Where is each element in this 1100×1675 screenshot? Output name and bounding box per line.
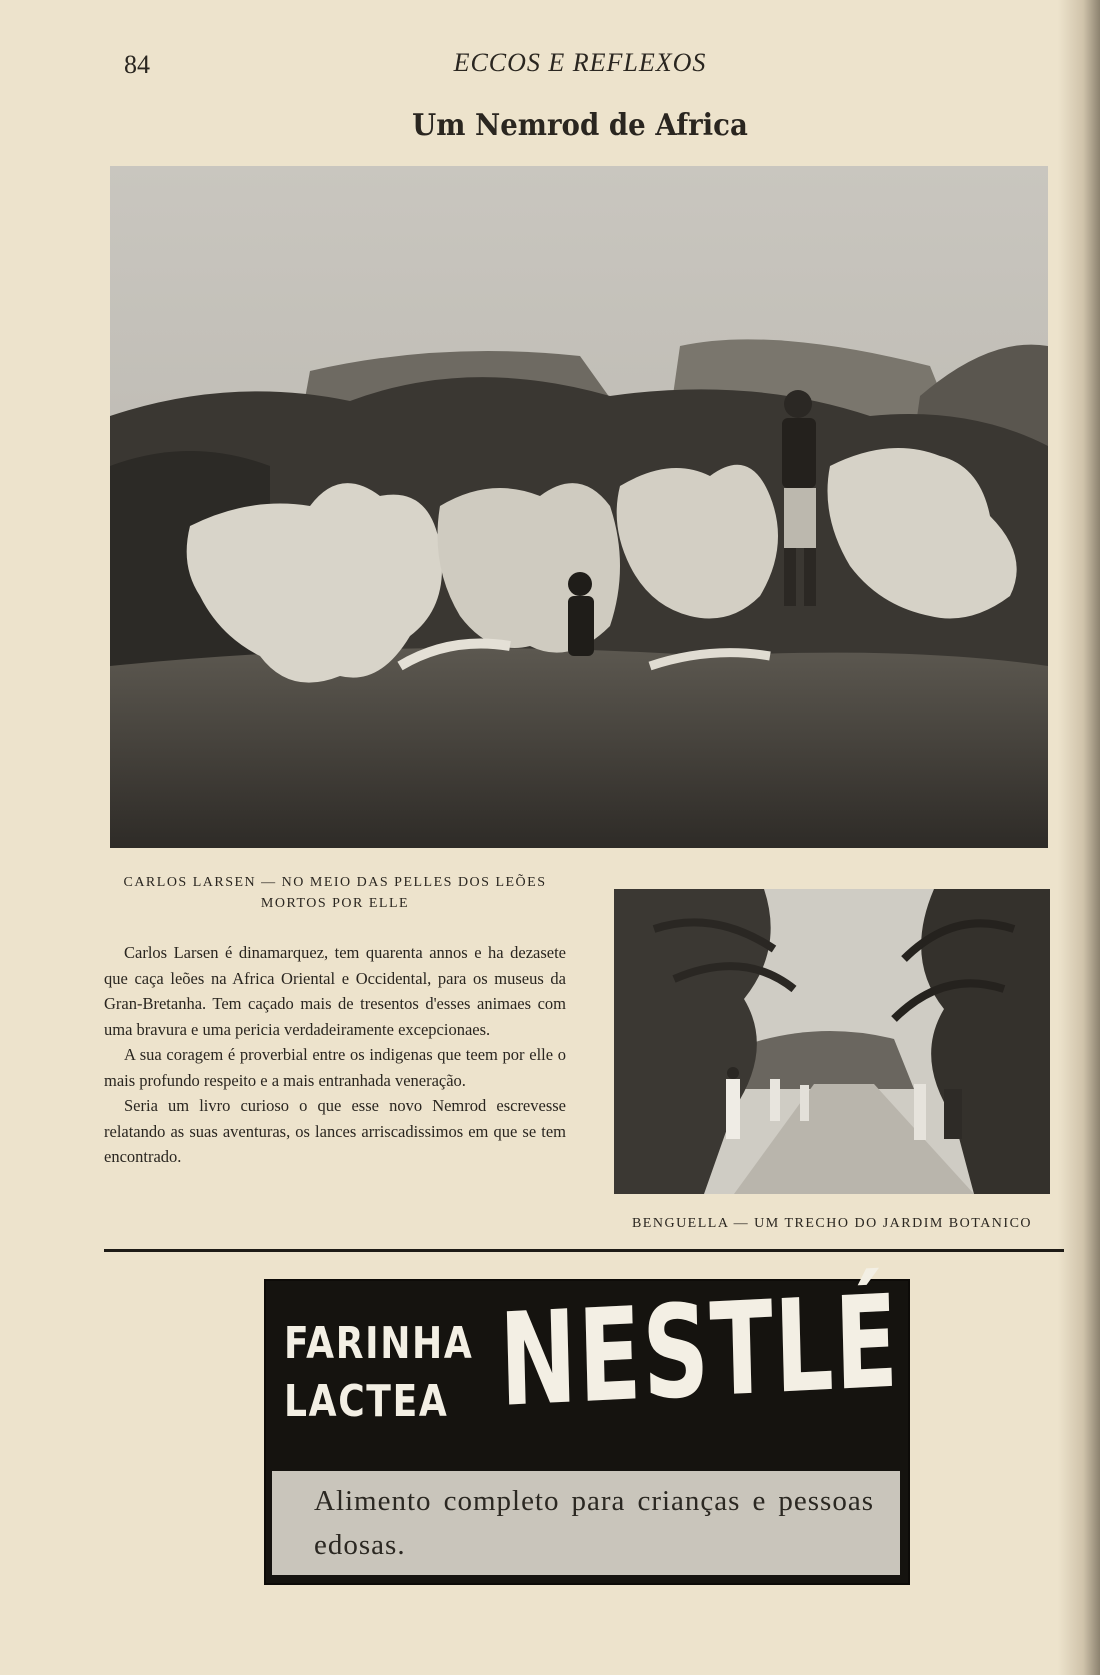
running-head: ECCOS E REFLEXOS (453, 48, 707, 77)
article-paragraph: A sua coragem é proverbial entre os indigenas que teem por elle o mais profundo respeito e a mais entranhada veneração. (104, 1045, 566, 1090)
article-title: Um Nemrod de Africa (412, 108, 748, 143)
botanical-garden-photo-caption: BENGUELLA — UM TRECHO DO JARDIM BOTANICO (631, 1216, 1033, 1231)
ad-tagline-panel (272, 1471, 900, 1575)
page-number: 84 (124, 50, 150, 79)
botanical-garden-photo-image (614, 889, 1050, 1194)
nestle-advertisement (264, 1267, 910, 1585)
ad-product-name (284, 1315, 473, 1431)
ad-brand-nestle: NESTLÉ (497, 1267, 901, 1436)
ad-line-farinha: FARINHA (284, 1318, 474, 1369)
ad-line-lactea: LACTEA (284, 1376, 449, 1427)
article-paragraph: Carlos Larsen é dinamarquez, tem quarenta annos e ha dezasete que caça leões na Africa Oriental e Occidental, para os museus da Gran-Bretanha. Tem caçado mais de tresentos d'esses animaes com uma bravura e uma pericia verdadeiramente excepcionaes. (104, 943, 566, 1039)
botanical-garden-photo (614, 889, 1050, 1194)
ad-tagline: Alimento completo para crianças e pessoas edosas. (314, 1485, 874, 1561)
lion-skins-photo-image (110, 166, 1048, 848)
lion-skins-photo (110, 166, 1048, 848)
lion-skins-photo-caption: CARLOS LARSEN — NO MEIO DAS PELLES DOS LEÕES MORTOS POR ELLE (123, 875, 547, 911)
page-edge-shadow (1058, 0, 1100, 1675)
section-divider (104, 1249, 1064, 1252)
article-paragraph: Seria um livro curioso o que esse novo Nemrod escrevesse relatando as suas aventuras, os lances arriscadissimos em que se tem encontrado. (104, 1096, 566, 1166)
article-body (104, 940, 566, 1170)
